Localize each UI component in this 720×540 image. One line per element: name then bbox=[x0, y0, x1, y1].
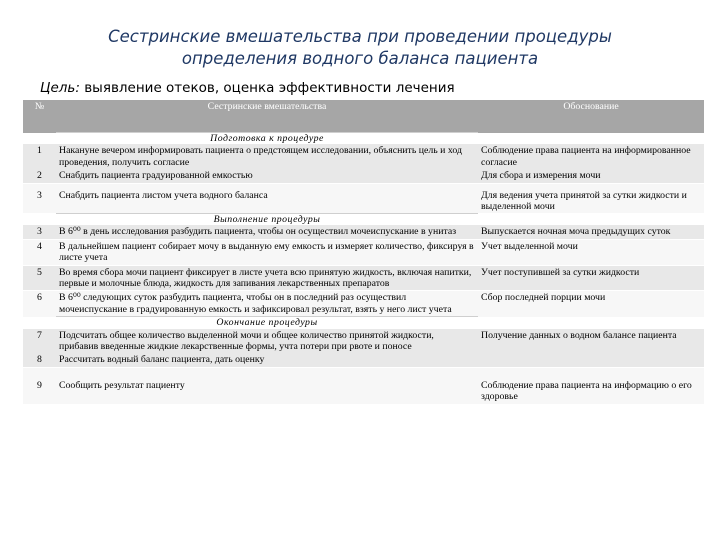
header-reason: Обоснование bbox=[478, 100, 704, 133]
section-prep: Подготовка к процедуре bbox=[56, 133, 478, 145]
row-action: В 6⁰⁰ следующих суток разбудить пациента, чтобы он в последний раз осуществил мочеиспускание в градуированную емкость и зафиксировал результат, взять у него лист учета bbox=[56, 291, 478, 317]
goal-text: выявление отеков, оценка эффективности лечения bbox=[79, 80, 455, 96]
row-reason: Для ведения учета принятой за сутки жидкости и выделенной мочи bbox=[478, 183, 704, 213]
section-row-prep bbox=[23, 133, 704, 145]
row-reason: Учет поступившей за сутки жидкости bbox=[478, 265, 704, 291]
row-reason: Сбор последней порции мочи bbox=[478, 291, 704, 317]
row-action: Подсчитать общее количество выделенной мочи и общее количество принятой жидкости, прибавив введенные жидкие лекарственные формы, учта потери при рвоте и поносе bbox=[56, 329, 478, 354]
row-num: 9 bbox=[23, 367, 56, 403]
row-num: 4 bbox=[23, 239, 56, 265]
table-row bbox=[23, 183, 704, 213]
table-row bbox=[23, 225, 704, 239]
row-action: Сообщить результат пациенту bbox=[56, 367, 478, 403]
table-row bbox=[23, 367, 704, 403]
row-action: Во время сбора мочи пациент фиксирует в листе учета всю принятую жидкость, включая напитки, первые и молочные блюда, жидкость для запивания лекарственных препаратов bbox=[56, 265, 478, 291]
row-reason: Соблюдение права пациента на информацию о его здоровье bbox=[478, 367, 704, 403]
row-num: 7 bbox=[23, 329, 56, 354]
table-row bbox=[23, 169, 704, 183]
slide-title bbox=[0, 26, 720, 70]
table-row bbox=[23, 239, 704, 265]
table-row bbox=[23, 291, 704, 317]
table-header-row bbox=[23, 100, 704, 133]
row-num: 5 bbox=[23, 265, 56, 291]
header-action: Сестринские вмешательства bbox=[56, 100, 478, 133]
section-row-end bbox=[23, 317, 704, 329]
row-num: 8 bbox=[23, 353, 56, 367]
row-reason: Для сбора и измерения мочи bbox=[478, 169, 704, 183]
row-action: Рассчитать водный баланс пациента, дать оценку bbox=[56, 353, 478, 367]
row-action: Накануне вечером информировать пациента о предстоящем исследовании, объяснить цель и ход проведения, получить согласие bbox=[56, 144, 478, 169]
table-row bbox=[23, 265, 704, 291]
section-exec: Выполнение процедуры bbox=[56, 213, 478, 225]
row-reason bbox=[478, 353, 704, 367]
row-action: Снабдить пациента градуированной емкостью bbox=[56, 169, 478, 183]
table-row bbox=[23, 144, 704, 169]
title-line-2: определения водного баланса пациента bbox=[181, 49, 539, 68]
goal-line bbox=[40, 80, 455, 96]
row-action: Снабдить пациента листом учета водного баланса bbox=[56, 183, 478, 213]
row-reason: Выпускается ночная моча предыдущих суток bbox=[478, 225, 704, 239]
row-reason: Получение данных о водном балансе пациента bbox=[478, 329, 704, 354]
row-reason: Соблюдение права пациента на информированное согласие bbox=[478, 144, 704, 169]
section-row-exec bbox=[23, 213, 704, 225]
title-line-1: Сестринские вмешательства при проведении процедуры bbox=[108, 27, 612, 46]
row-num: 2 bbox=[23, 169, 56, 183]
section-end: Окончание процедуры bbox=[56, 317, 478, 329]
row-num: 3 bbox=[23, 183, 56, 213]
goal-label: Цель: bbox=[40, 80, 80, 96]
row-action: В 6⁰⁰ в день исследования разбудить пациента, чтобы он осуществил мочеиспускание в унитаз bbox=[56, 225, 478, 239]
row-num: 1 bbox=[23, 144, 56, 169]
row-num: 6 bbox=[23, 291, 56, 317]
table-row bbox=[23, 329, 704, 354]
table-row bbox=[23, 353, 704, 367]
procedure-table bbox=[23, 100, 704, 404]
row-num: 3 bbox=[23, 225, 56, 239]
row-action: В дальнейшем пациент собирает мочу в выданную ему емкость и измеряет количество, фиксируя в листе учета bbox=[56, 239, 478, 265]
row-reason: Учет выделенной мочи bbox=[478, 239, 704, 265]
header-num: № bbox=[23, 100, 56, 133]
